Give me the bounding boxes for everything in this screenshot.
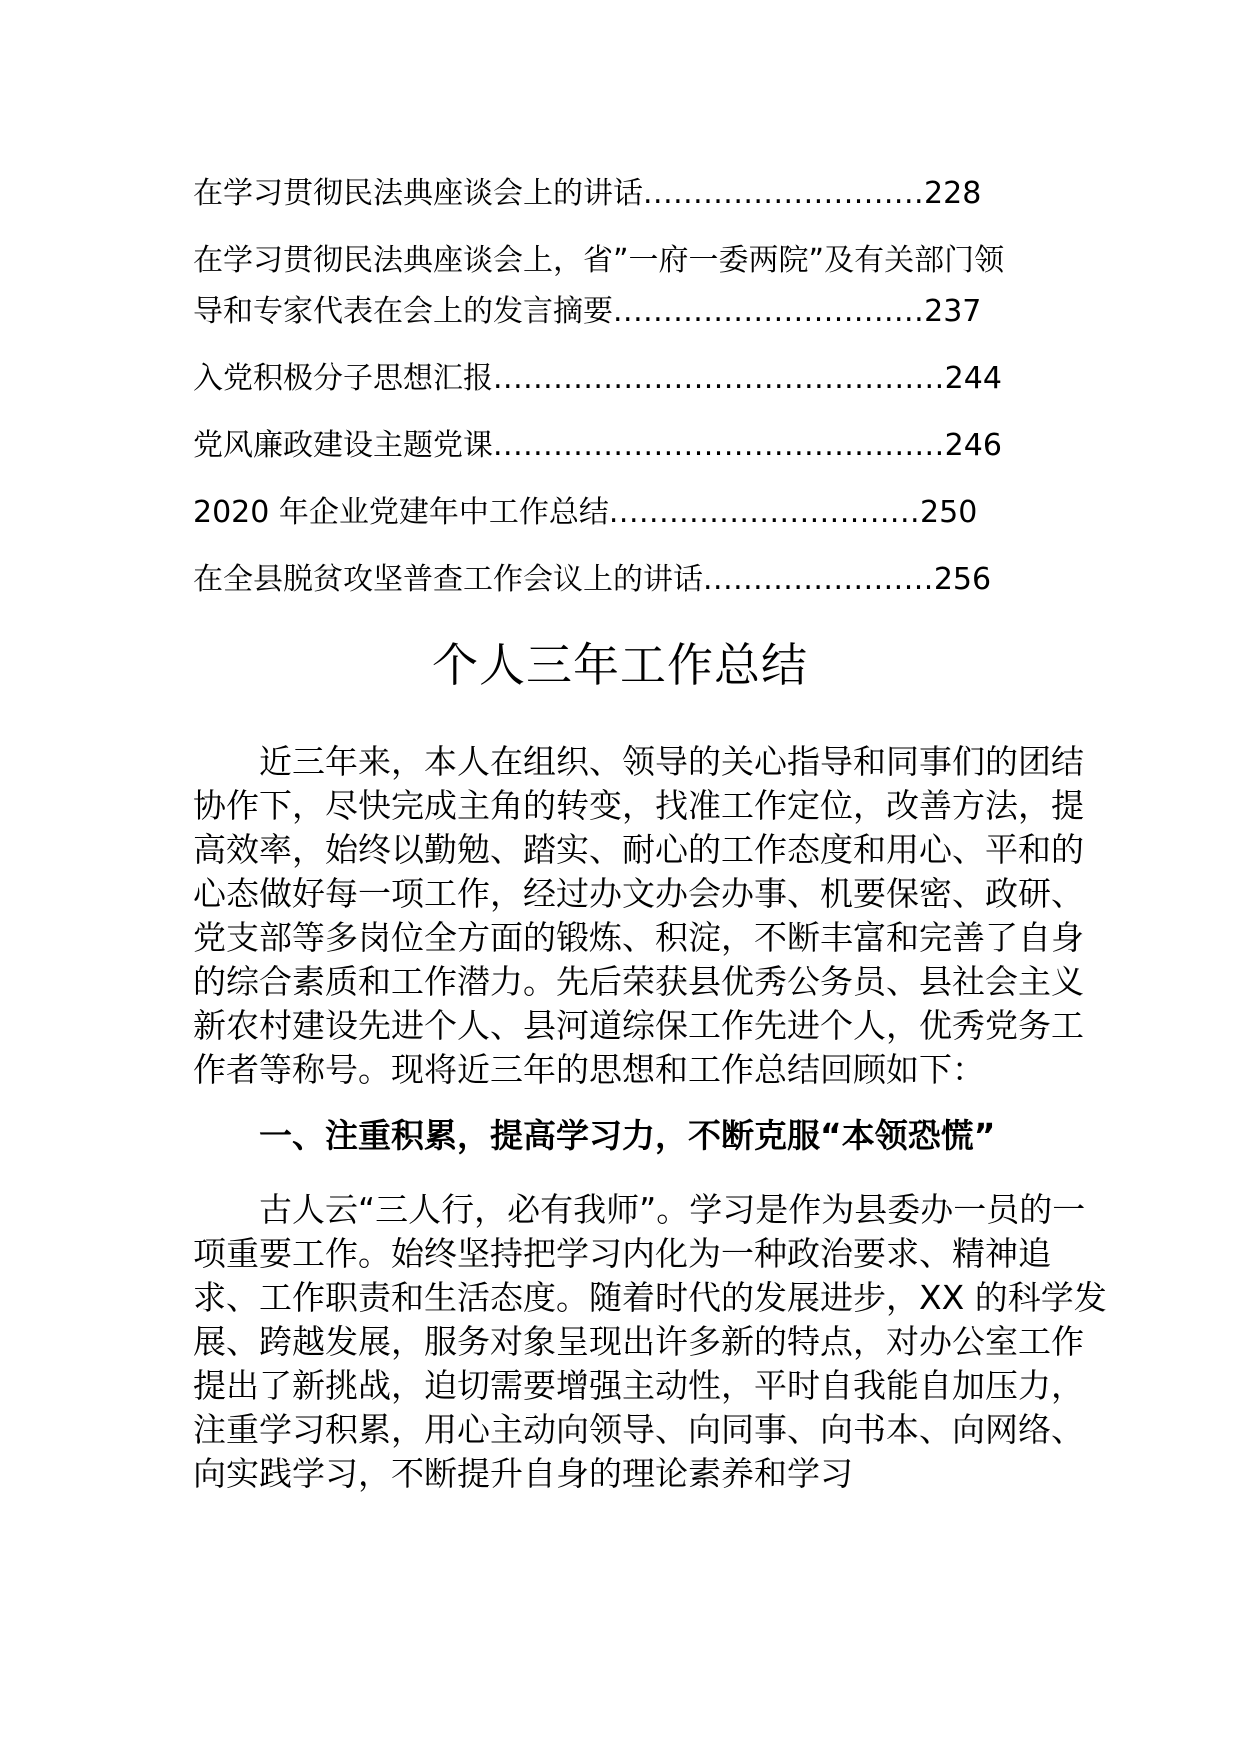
toc-entry-title: 2020 年企业党建年中工作总结 xyxy=(193,495,609,530)
toc-entry[interactable] xyxy=(193,420,1023,471)
toc-entry-title: 入党积极分子思想汇报 xyxy=(193,361,493,396)
intro-paragraph: 近三年来，本人在组织、领导的关心指导和同事们的团结协作下，尽快完成主角的转变，找准工作定位，改善方法，提高效率，始终以勤勉、踏实、耐心的工作态度和用心、平和的心态做好每一项工作，经过办文办会办事、机要保密、政研、党支部等多岗位全方面的锻炼、积淀，不断丰富和完善了自身的综合素质和工作潜力。先后荣获县优秀公务员、县社会主义新农村建设先进个人、县河道综保工作先进个人，优秀党务工作者等称号。现将近三年的思想和工作总结回顾如下： xyxy=(193,742,1084,1089)
toc-entry-title-line1: 在学习贯彻民法典座谈会上，省”一府一委两院”及有关部门领 xyxy=(193,243,1005,278)
toc-entry-title: 在全县脱贫攻坚普查工作会议上的讲话 xyxy=(193,562,703,597)
table-of-contents xyxy=(193,168,1023,621)
toc-leader-dots: ............................... xyxy=(613,294,925,329)
toc-entry[interactable] xyxy=(193,168,1023,219)
toc-leader-dots: ............................ xyxy=(643,176,925,211)
toc-page-number: 244 xyxy=(944,361,1002,396)
document-body xyxy=(193,740,1113,1518)
toc-leader-dots: ....................... xyxy=(703,562,934,597)
toc-page-number: 250 xyxy=(920,495,978,530)
toc-entry[interactable] xyxy=(193,353,1023,404)
toc-page-number: 237 xyxy=(924,294,982,329)
toc-leader-dots: ............................................. xyxy=(493,361,945,396)
toc-page-number: 228 xyxy=(924,176,982,211)
toc-entry[interactable] xyxy=(193,487,1023,538)
section-paragraph: 古人云“三人行，必有我师”。学习是作为县委办一员的一项重要工作。始终坚持把学习内化为一种政治要求、精神追求、工作职责和生活态度。随着时代的发展进步，XX 的科学发展、跨越发展，服务对象呈现出许多新的特点，对办公室工作提出了新挑战，迫切需要增强主动性，平时自我能自加压力，注重学习积累，用心主动向领导、向同事、向书本、向网络、向实践学习，不断提升自身的理论素养和学习 xyxy=(193,1190,1107,1493)
section-heading: 一、注重积累，提高学习力，不断克服“本领恐慌” xyxy=(259,1116,996,1155)
toc-entry[interactable] xyxy=(193,235,1023,337)
document-title: 个人三年工作总结 xyxy=(432,638,808,692)
toc-page-number: 246 xyxy=(944,428,1002,463)
toc-page-number: 256 xyxy=(933,562,992,597)
toc-entry[interactable] xyxy=(193,554,1023,605)
toc-leader-dots: ............................... xyxy=(608,495,921,530)
toc-entry-title: 党风廉政建设主题党课 xyxy=(193,428,493,463)
toc-leader-dots: ............................................. xyxy=(493,428,945,463)
toc-entry-title: 在学习贯彻民法典座谈会上的讲话 xyxy=(193,176,643,211)
toc-entry-title: 导和专家代表在会上的发言摘要 xyxy=(193,294,613,329)
